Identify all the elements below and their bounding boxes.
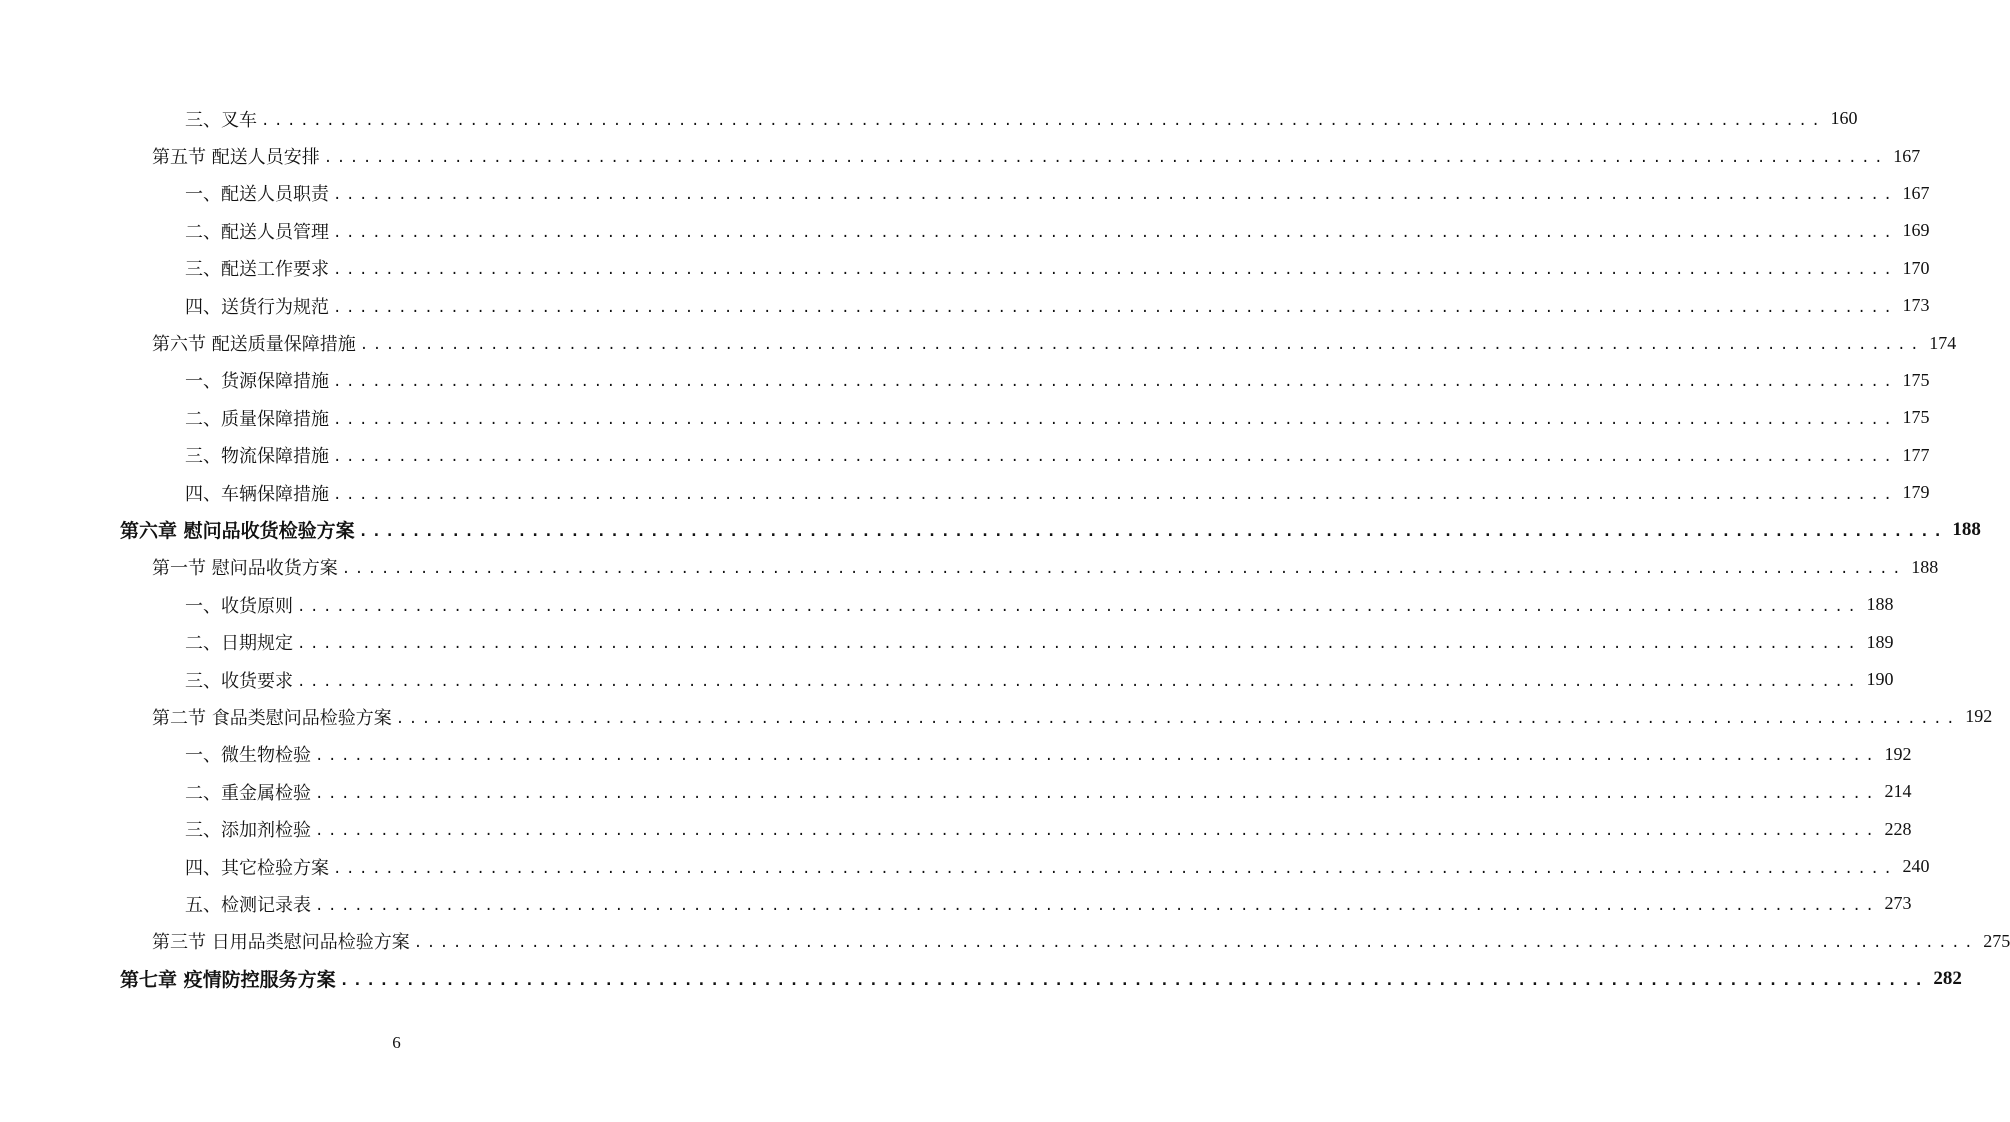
toc-entry-page-number: 177 [1902, 444, 1930, 465]
toc-dot-leader: ........................................................................................................................ [395, 710, 1960, 727]
toc-dot-leader: ........................................................................................................................ [358, 522, 1947, 541]
toc-subsection-entry[interactable] [0, 661, 1894, 698]
toc-entry-title: 三、添加剂检验 [185, 820, 311, 842]
toc-dot-leader: ........................................................................................................................ [359, 337, 1924, 354]
toc-entry-page-number: 170 [1902, 257, 1930, 278]
toc-subsection-entry[interactable] [0, 437, 1930, 474]
toc-subsection-entry[interactable] [0, 773, 1912, 810]
toc-entry-title: 一、货源保障措施 [185, 371, 329, 393]
toc-entry-page-number: 192 [1884, 743, 1912, 764]
toc-subsection-entry[interactable] [0, 250, 1930, 287]
toc-dot-leader: ........................................................................................................................ [333, 860, 1897, 877]
toc-dot-leader: ........................................................................................................................ [297, 673, 1861, 690]
toc-dot-leader: ........................................................................................................................ [333, 411, 1897, 428]
toc-dot-leader: ........................................................................................................................ [333, 374, 1897, 391]
toc-subsection-entry[interactable] [0, 848, 1930, 885]
toc-dot-leader: ........................................................................................................................ [323, 150, 1888, 167]
toc-entry-title: 第七章 疫情防控服务方案 [120, 969, 336, 992]
toc-dot-leader: ........................................................................................................................ [333, 299, 1897, 316]
toc-subsection-entry[interactable] [0, 885, 1912, 922]
toc-entry-title: 一、配送人员职责 [185, 184, 329, 206]
toc-entry-title: 第二节 食品类慰问品检验方案 [152, 707, 392, 729]
toc-dot-leader: ........................................................................................................................ [333, 187, 1897, 204]
toc-subsection-entry[interactable] [0, 810, 1912, 847]
toc-entry-title: 三、叉车 [185, 109, 257, 131]
toc-subsection-entry[interactable] [0, 623, 1894, 660]
toc-entry-page-number: 240 [1902, 856, 1930, 876]
toc-entry-page-number: 188 [1911, 556, 1939, 577]
toc-dot-leader: ........................................................................................................................ [333, 224, 1897, 241]
toc-subsection-entry[interactable] [0, 736, 1912, 773]
toc-section-entry[interactable] [0, 324, 1957, 361]
toc-entry-title: 四、送货行为规范 [185, 296, 329, 318]
toc-entry-page-number: 188 [1866, 594, 1894, 615]
toc-dot-leader: ........................................................................................................................ [297, 636, 1861, 653]
toc-dot-leader: ........................................................................................................................ [333, 449, 1897, 466]
toc-entry-page-number: 189 [1866, 631, 1894, 652]
toc-chapter-entry[interactable] [0, 960, 1962, 997]
toc-dot-leader: ........................................................................................................................ [333, 486, 1897, 503]
toc-entry-page-number: 179 [1902, 482, 1930, 503]
toc-dot-leader: ........................................................................................................................ [339, 971, 1928, 990]
toc-entry-title: 三、收货要求 [185, 670, 293, 692]
toc-dot-leader: ........................................................................................................................ [315, 785, 1879, 802]
toc-entry-page-number: 190 [1866, 669, 1894, 690]
toc-entry-title: 一、微生物检验 [185, 745, 311, 767]
toc-dot-leader: ........................................................................................................................ [315, 748, 1879, 765]
toc-entry-title: 三、配送工作要求 [185, 259, 329, 281]
toc-section-entry[interactable] [0, 923, 2010, 960]
toc-entry-page-number: 174 [1929, 332, 1957, 353]
toc-dot-leader: ........................................................................................................................ [333, 262, 1897, 279]
toc-entry-page-number: 167 [1902, 182, 1930, 203]
toc-entry-page-number: 192 [1965, 706, 1993, 727]
toc-subsection-entry[interactable] [0, 212, 1930, 249]
toc-entry-title: 二、质量保障措施 [185, 408, 329, 430]
toc-subsection-entry[interactable] [0, 362, 1930, 399]
toc-entry-title: 第六章 慰问品收货检验方案 [120, 520, 355, 543]
toc-entry-page-number: 175 [1902, 369, 1930, 390]
toc-subsection-entry[interactable] [0, 586, 1894, 623]
toc-entry-page-number: 275 [1983, 930, 2010, 951]
toc-entry-title: 三、物流保障措施 [185, 446, 329, 468]
toc-subsection-entry[interactable] [0, 175, 1930, 212]
toc-entry-title: 第六节 配送质量保障措施 [152, 334, 356, 356]
toc-entry-page-number: 167 [1893, 145, 1921, 166]
toc-section-entry[interactable] [0, 698, 1993, 735]
toc-section-entry[interactable] [0, 549, 1939, 586]
toc-subsection-entry[interactable] [0, 100, 1858, 137]
toc-entry-title: 第五节 配送人员安排 [152, 147, 320, 169]
toc-entry-page-number: 282 [1933, 967, 1962, 989]
toc-entry-page-number: 188 [1952, 518, 1981, 540]
toc-dot-leader: ........................................................................................................................ [341, 561, 1906, 578]
toc-entry-page-number: 173 [1902, 295, 1930, 316]
toc-entry-title: 一、收货原则 [185, 595, 293, 617]
toc-entry-title: 四、车辆保障措施 [185, 483, 329, 505]
toc-chapter-entry[interactable] [0, 511, 1981, 548]
toc-entry-title: 第一节 慰问品收货方案 [152, 558, 338, 580]
toc-entry-title: 第三节 日用品类慰问品检验方案 [152, 932, 410, 954]
toc-entry-title: 二、日期规定 [185, 633, 293, 655]
toc-section-entry[interactable] [0, 137, 1921, 174]
toc-dot-leader: ........................................................................................................................ [315, 897, 1879, 914]
toc-entry-page-number: 214 [1884, 781, 1912, 802]
toc-dot-leader: ........................................................................................................................ [413, 935, 1978, 952]
toc-entry-page-number: 160 [1830, 108, 1858, 129]
toc-entry-page-number: 228 [1884, 818, 1912, 839]
toc-dot-leader: ........................................................................................................................ [315, 823, 1879, 840]
toc-entry-title: 四、其它检验方案 [185, 857, 329, 879]
toc-entry-title: 五、检测记录表 [185, 894, 311, 916]
toc-dot-leader: ........................................................................................................................ [261, 112, 1825, 129]
toc-entry-page-number: 273 [1884, 893, 1912, 914]
toc-entry-page-number: 175 [1902, 407, 1930, 428]
toc-subsection-entry[interactable] [0, 399, 1930, 436]
toc-subsection-entry[interactable] [0, 474, 1930, 511]
table-of-contents [0, 100, 2010, 997]
toc-dot-leader: ........................................................................................................................ [297, 598, 1861, 615]
toc-subsection-entry[interactable] [0, 287, 1930, 324]
page-number: 6 [392, 1033, 401, 1052]
toc-entry-title: 二、配送人员管理 [185, 221, 329, 243]
toc-entry-title: 二、重金属检验 [185, 782, 311, 804]
toc-entry-page-number: 169 [1902, 220, 1930, 241]
